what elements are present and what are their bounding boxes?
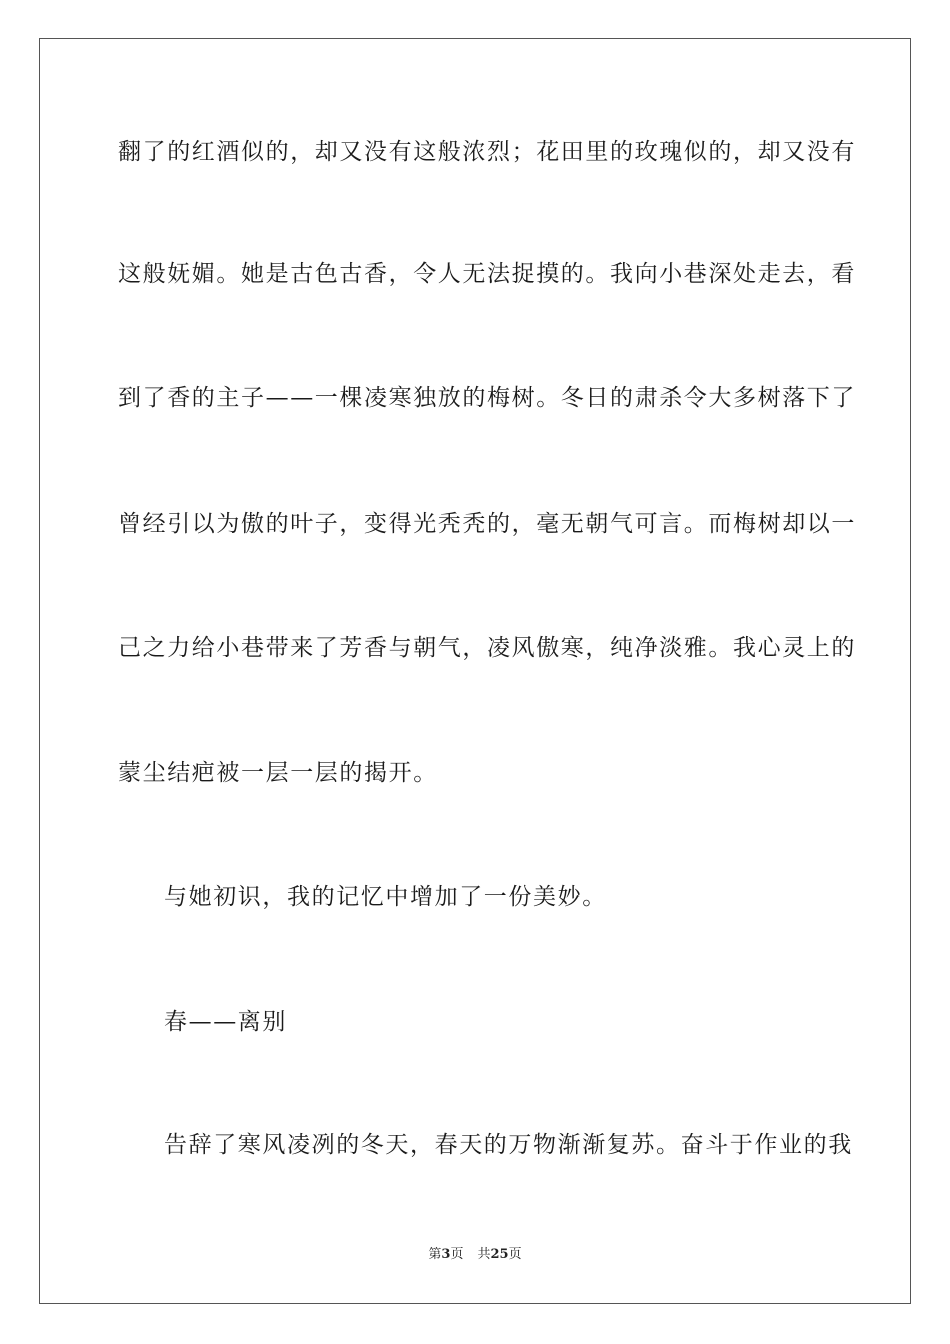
body-text-line-6: 蒙尘结疤被一层一层的揭开。 xyxy=(118,760,438,786)
body-text-line-1: 翻了的红酒似的，却又没有这般浓烈；花田里的玫瑰似的，却又没有 xyxy=(118,139,856,165)
total-suffix: 页 xyxy=(508,1247,522,1262)
page-prefix: 第 xyxy=(428,1247,442,1262)
page-border xyxy=(39,38,911,1304)
section-heading-spring: 春——离别 xyxy=(164,1009,287,1035)
page-footer xyxy=(0,1246,950,1264)
paragraph-line-spring: 告辞了寒风凌冽的冬天，春天的万物渐渐复苏。奋斗于作业的我 xyxy=(164,1132,853,1158)
body-text-line-4: 曾经引以为傲的叶子，变得光秃秃的，毫无朝气可言。而梅树却以一 xyxy=(118,511,856,537)
paragraph-line-memory: 与她初识，我的记忆中增加了一份美妙。 xyxy=(164,884,607,910)
total-prefix: 共 xyxy=(477,1247,491,1262)
body-text-line-2: 这般妩媚。她是古色古香，令人无法捉摸的。我向小巷深处走去，看 xyxy=(118,261,856,287)
page-suffix: 页 xyxy=(450,1247,464,1262)
body-text-line-3: 到了香的主子——一棵凌寒独放的梅树。冬日的肃杀令大多树落下了 xyxy=(118,385,856,411)
total-pages: 25 xyxy=(490,1247,509,1262)
page-number: 3 xyxy=(441,1247,451,1262)
body-text-line-5: 己之力给小巷带来了芳香与朝气，凌风傲寒，纯净淡雅。我心灵上的 xyxy=(118,635,856,661)
